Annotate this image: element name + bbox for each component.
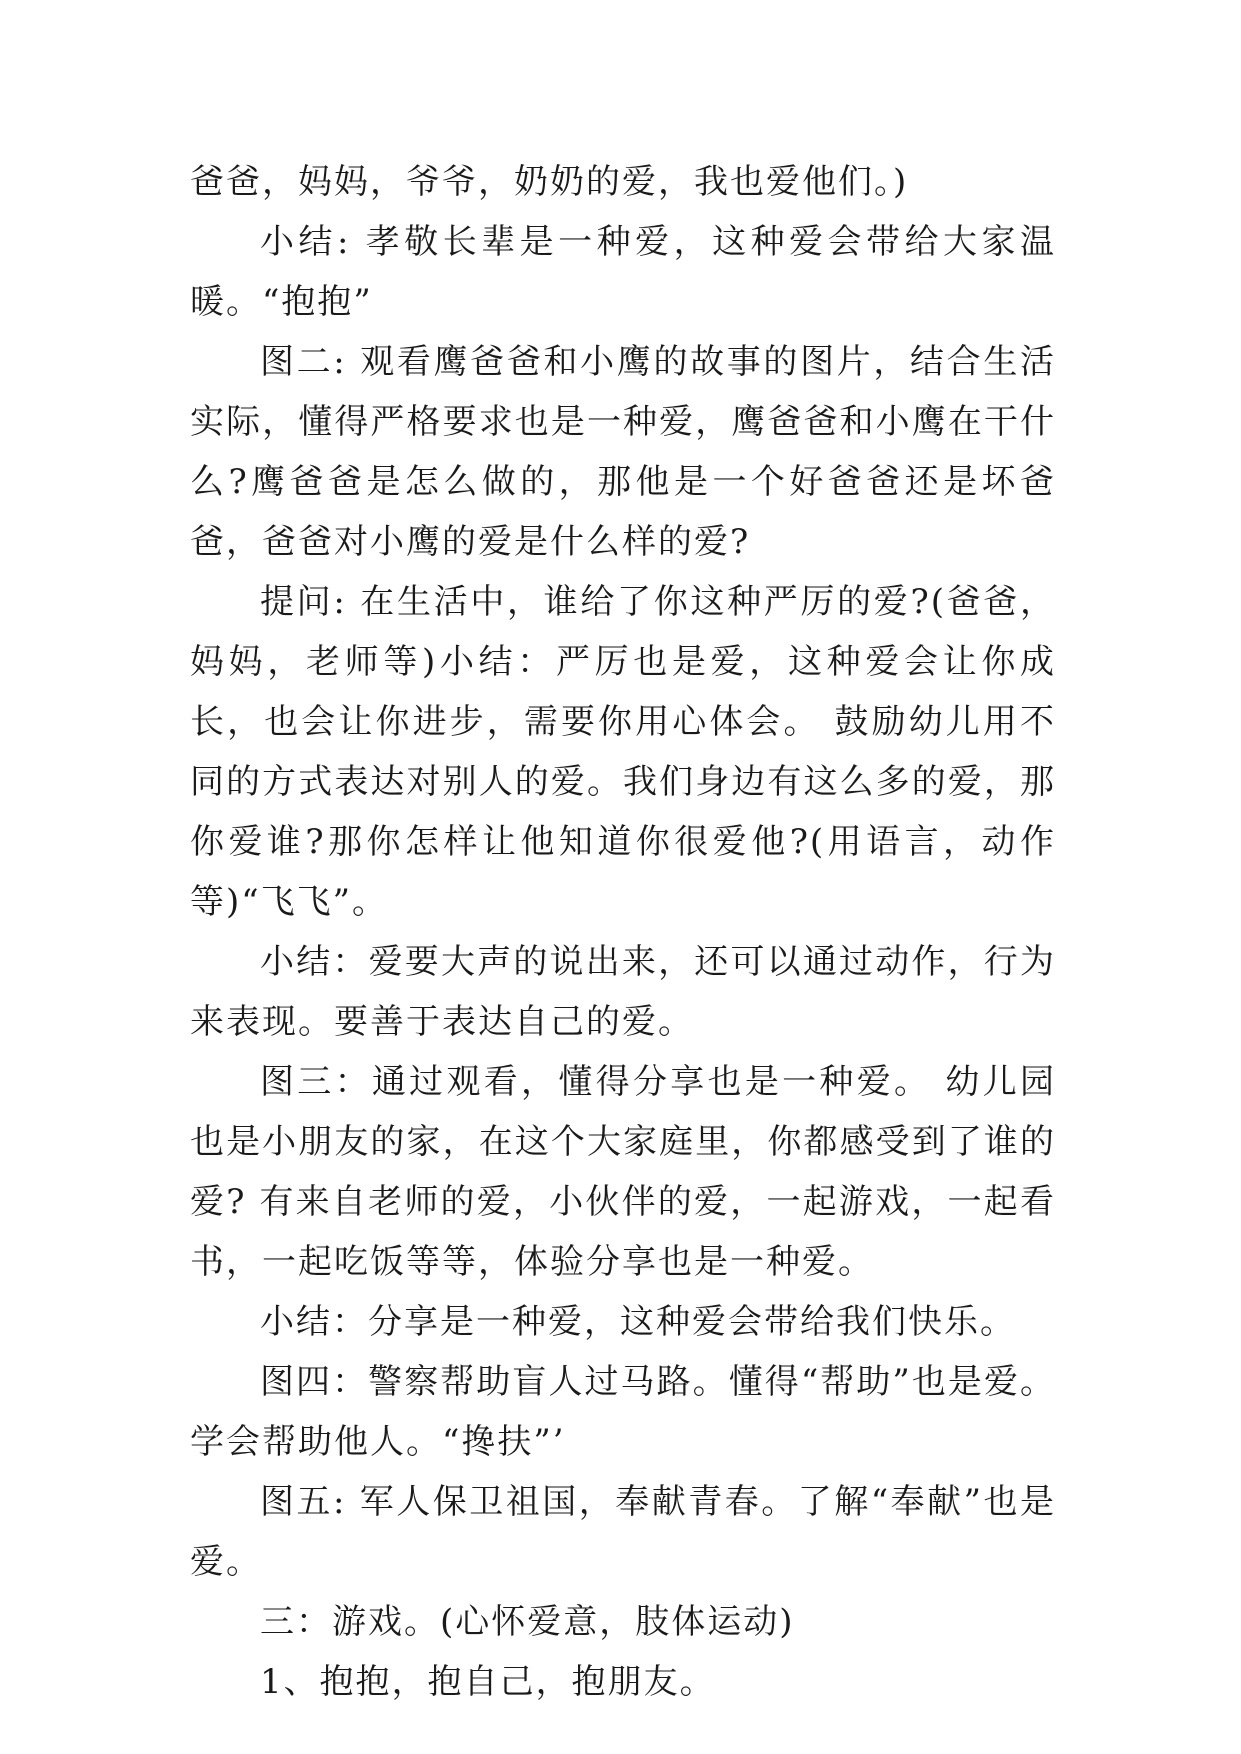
paragraph-game-heading: 三：游戏。(心怀爱意，肢体运动) [260,1602,795,1642]
paragraph-figure-four: 图四：警察帮助盲人过马路。懂得“帮助”也是爱。学会帮助他人。“搀扶”’ [190,1362,1056,1462]
paragraph-figure-three: 图三：通过观看，懂得分享也是一种爱。 幼儿园也是小朋友的家，在这个大家庭里，你都感受到了谁的爱? 有来自老师的爱，小伙伴的爱，一起游戏，一起看书，一起吃饭等等，体验分享也是一种爱。 [190,1062,1056,1282]
paragraph-question: 提问: 在生活中，谁给了你这种严厉的爱?(爸爸，妈妈，老师等)小结：严厉也是爱，这种爱会让你成长，也会让你进步，需要你用心体会。 鼓励幼儿用不同的方式表达对别人的爱。我们身边有这么多的爱，那你爱谁?那你怎样让他知道你很爱他?(用语言，动作等)“飞飞”。 [190,582,1056,922]
paragraph-game-item-one: 1、抱抱，抱自己，抱朋友。 [260,1662,716,1702]
paragraph-summary-respect: 小结: 孝敬长辈是一种爱，这种爱会带给大家温暖。“抱抱” [190,222,1056,322]
paragraph-summary-share: 小结：分享是一种爱，这种爱会带给我们快乐。 [260,1302,1016,1342]
paragraph-summary-express: 小结：爱要大声的说出来，还可以通过动作，行为来表现。要善于表达自己的爱。 [190,942,1056,1042]
paragraph-figure-two: 图二: 观看鹰爸爸和小鹰的故事的图片，结合生活实际，懂得严格要求也是一种爱，鹰爸爸和小鹰在干什么?鹰爸爸是怎么做的，那他是一个好爸爸还是坏爸爸，爸爸对小鹰的爱是什么样的爱? [190,342,1056,562]
document-page [190,152,1056,1712]
paragraph-continuation: 爸爸，妈妈，爷爷，奶奶的爱，我也爱他们。) [190,162,909,202]
paragraph-figure-five: 图五: 军人保卫祖国，奉献青春。了解“奉献”也是爱。 [190,1482,1056,1582]
